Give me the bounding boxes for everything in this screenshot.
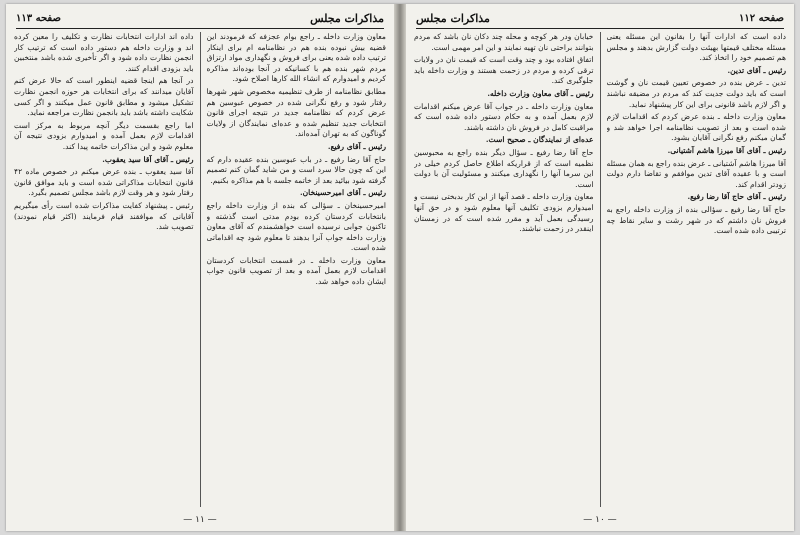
book-gutter xyxy=(394,4,406,531)
paragraph: مطابق نظامنامه از طرف تنظیمیه مخصوص شهر شهرها رفتار شود و رفع نگرانی شده در خصوص عبوسین هم عرض کردم که نظامنامه جدید در نتیجه اجرای قانون انتخابات جدید تنظیم شده و عده‌ای نمایندگان از ولایات گوناگون که به تهران آمده‌اند. xyxy=(206,86,386,139)
paragraph: معاون وزارت داخله ـ بنده عرض کردم که اقدامات لازم شده است و بعد از تصویب نظامنامه اجرا خواهد شد و گمان میکنم رفع نگرانی آقایان بشود. xyxy=(606,112,786,143)
left-page xyxy=(6,4,394,531)
paragraph: حاج آقا رضا رفیع ـ سؤالی بنده از وزارت داخله راجع به فروش نان داشتم که در شهر رشت و سایر نقاط چه ترتیبی داده شده است. xyxy=(606,204,786,236)
right-page-right-column xyxy=(607,32,787,507)
left-page-columns xyxy=(14,32,386,507)
right-page-left-column xyxy=(414,32,594,507)
paragraph: اما راجع بقسمت دیگر آنچه مربوط به مرکز است اقدامات لازم بعمل آمده و امیدوارم بزودی نتیجه آن معلوم شود و این مذاکرات خاتمه پیدا کند. xyxy=(14,120,194,151)
paragraph: رئیس ـ پیشنهاد کفایت مذاکرات شده است رأی میگیریم آقایانی که موافقند قیام فرمایند (اکثر قیام نمودند) تصویب شد. xyxy=(14,200,194,232)
speaker-line: رئیس ـ آقای تدین. xyxy=(727,65,786,75)
paragraph: اتفاق افتاده بود و چند وقت است که قیمت نان در ولایات ترقی کرده و مردم در زحمت هستند و وزارت داخله باید جلوگیری کند. xyxy=(414,55,594,86)
right-page-number: صفحه ۱۱۲ xyxy=(739,12,784,24)
left-page-title: مذاکرات مجلس xyxy=(310,11,384,25)
paragraph: تدین ـ عرض بنده در خصوص تعیین قیمت نان و گوشت است که باید دولت جدیت کند که مردم در مضیقه نباشند و اگر لازم باشد قانونی برای این کار پیشنهاد نماید. xyxy=(606,78,786,109)
paragraph: در آنجا هم اینجا قضیه اینطور است که حالا عرض کنم آقایان میدانند که برای انتخابات هر حوزه انجمن نظارت تشکیل میشود و مطابق قانون عمل میکنند و اگر کسی شکایت داشته باشد باید بانجمن نظارت مراجعه نماید. xyxy=(14,76,194,118)
left-page-header xyxy=(16,10,384,29)
speaker-line: رئیس ـ آقای رفیع. xyxy=(327,141,386,151)
right-page-columns xyxy=(414,32,786,507)
right-page-title: مذاکرات مجلس xyxy=(416,11,490,25)
speaker-line: رئیس ـ آقای حاج آقا رضا رفیع. xyxy=(687,192,786,202)
paragraph: آقا میرزا هاشم آشتیانی ـ عرض بنده راجع به همان مسئله است و با عقیده آقای تدین موافقم و تقاضا دارم دولت زودتر اقدام کند. xyxy=(606,158,786,189)
paragraph: آقا سید یعقوب ـ بنده عرض میکنم در خصوص ماده ۴۲ قانون انتخابات مذاکراتی شده است و باید موافق قانون رفتار شود و هر وقت لازم باشد مجلس تصمیم بگیرد. xyxy=(14,167,194,198)
left-page-left-column xyxy=(14,32,194,507)
paragraph: حاج آقا رضا رفیع ـ سؤال دیگر بنده راجع به محبوسین نظمیه است که از قراریکه اطلاع حاصل کردم خیلی در این سرما آنها را نگهداری میکنند و مسئولیت آن با دولت است. xyxy=(414,147,594,189)
paragraph: معاون وزارت داخله ـ راجع بوام عجزفه که فرمودند این قضیه بیش نبوده بنده هم در نظامنامه ام برای اینکار ترتیب داده شده یعنی برای فروش و نگهداری مواد ارتزاق مردم شهر بنده هم با کسانیکه در آنجا بوده‌اند مذاکره کردیم و امیدوارم که انشاء الله کارها اصلاح شود. xyxy=(206,32,386,84)
column-divider xyxy=(200,32,201,507)
speaker-line: رئیس ـ آقای آقا سید یعقوب. xyxy=(102,154,194,164)
paragraph: خیابان ودر هر کوچه و محله چند دکان نان باشد که مردم بتوانند براحتی نان تهیه نمایند و این امر مهمی است. xyxy=(414,32,594,52)
paragraph: حاج آقا رضا رفیع ـ در باب عبوسین بنده عقیده دارم که این که چون حالا سرد است و من شاید گمان کنم تصمیم گرفته شود بیائید بعد از خاتمه جلسه با هم مذاکره بکنیم. xyxy=(206,154,386,185)
speaker-line: رئیس ـ آقای امیرحسینخان. xyxy=(299,188,386,198)
book-spread xyxy=(6,4,794,531)
right-page xyxy=(406,4,794,531)
paragraph: معاون وزارت داخله ـ قصد آنها از این کار بدبختی نیست و امیدوارم بزودی تکلیف آنها معلوم شود و در حق آنها رسیدگی بعمل آید و مقرر شده است که در زمستان اینقدر در زحمت نباشند. xyxy=(414,192,594,234)
paragraph: داده اند ادارات انتخابات نظارت و تکلیف را معین کرده اند و وزارت داخله هم دستور داده است که ترتیب کار انجمن نظارت داده شود و اگر تأخیری شده باشد منتخبین باید بزودی اقدام کنند. xyxy=(14,32,194,73)
speaker-line: رئیس ـ آقای آقا میرزا هاشم آشتیانی. xyxy=(667,145,786,155)
left-page-number: صفحه ۱۱۳ xyxy=(16,12,61,24)
left-page-right-column xyxy=(207,32,387,507)
speaker-line: رئیس ـ آقای معاون وزارت داخله. xyxy=(487,88,594,98)
left-page-footer: — ۱۱ — xyxy=(183,515,217,525)
right-page-header xyxy=(416,10,784,29)
right-page-footer: — ۱۰ — xyxy=(583,515,617,525)
paragraph: معاون وزارت داخله ـ در جواب آقا عرض میکنم اقدامات لازم بعمل آمده و به حکام دستور داده شده است که مراقبت کامل در فروش نان داشته باشند. xyxy=(414,101,594,132)
column-divider xyxy=(600,32,601,507)
speaker-line: عده‌ای از نمایندگان ـ صحیح است. xyxy=(485,135,594,145)
paragraph: معاون وزارت داخله ـ در قسمت انتخابات کردستان اقدامات لازم بعمل آمده و بعد از تصویب قانون جواب ایشان داده خواهد شد. xyxy=(206,255,386,287)
paragraph: امیرحسینخان ـ سؤالی که بنده از وزارت داخله راجع بانتخابات کردستان کرده بودم مدتی است گذشته و تاکنون جوابی نرسیده است خواهشمندم که آقای معاون وزارت داخله جواب آنرا بدهند تا معلوم شود چه اقداماتی شده است. xyxy=(206,200,386,253)
paragraph: داده است که ادارات آنها را بقانون این مسئله یعنی مسئله مختلف قیمتها بهیئت دولت گزارش بدهند و مجلس هم تصمیم خود را اتخاذ کند. xyxy=(606,32,786,63)
